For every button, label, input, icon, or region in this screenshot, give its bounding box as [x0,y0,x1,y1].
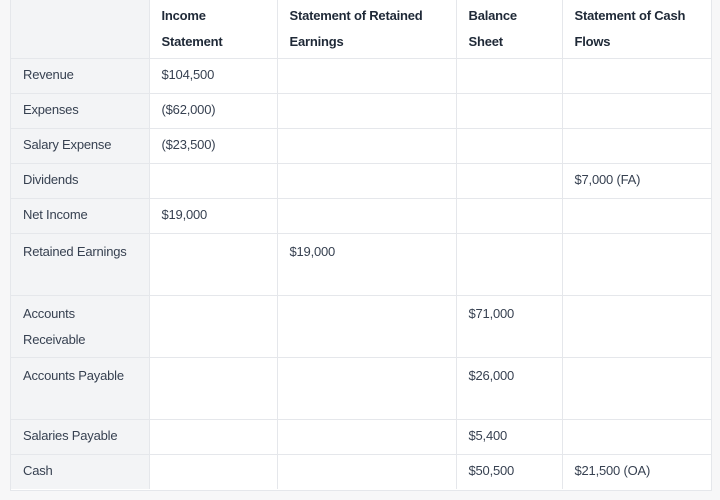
financial-statements-table-container [10,0,712,491]
table-row [11,198,711,233]
header-row [11,0,711,58]
table-cell [456,93,562,128]
row-label: Revenue [11,58,149,93]
table-cell [277,454,456,489]
table-cell [149,454,277,489]
table-row [11,93,711,128]
table-cell: $104,500 [149,58,277,93]
table-cell [456,58,562,93]
table-cell [149,357,277,419]
table-cell [149,419,277,454]
table-cell [456,198,562,233]
table-row [11,454,711,489]
header-income-statement: Income Statement [149,0,277,58]
table-cell [149,163,277,198]
row-label: Accounts Receivable [11,295,149,357]
table-row [11,128,711,163]
table-cell [562,419,711,454]
table-cell [456,163,562,198]
table-cell: $21,500 (OA) [574,462,651,478]
table-row [11,58,711,93]
table-row [11,295,711,357]
table-row [11,419,711,454]
table-cell [149,233,277,295]
table-cell [562,233,711,295]
table-cell [562,128,711,163]
table-cell: $19,000 [277,233,456,295]
table-cell: ($23,500) [149,128,277,163]
table-cell [562,357,711,419]
row-label: Dividends [11,163,149,198]
row-label: Cash [11,454,149,489]
table-row [11,357,711,419]
table-row [11,163,711,198]
table-cell: ($62,000) [149,93,277,128]
table-cell [277,295,456,357]
row-label: Salaries Payable [11,419,149,454]
row-label: Expenses [11,93,149,128]
table-cell [149,295,277,357]
table-cell [277,163,456,198]
header-retained-earnings-statement: Statement of Retained Earnings [277,0,456,58]
row-label: Net Income [11,198,149,233]
table-cell [562,58,711,93]
row-label: Accounts Payable [11,357,149,419]
table-cell: $26,000 [456,357,562,419]
table-cell: $7,000 (FA) [562,163,711,198]
table-cell [277,198,456,233]
table-cell: $71,000 [456,295,562,357]
table-cell [456,128,562,163]
table-cell: $50,500 [456,454,562,489]
row-label: Salary Expense [11,128,149,163]
table-row [11,233,711,295]
table-cell [562,295,711,357]
header-cash-flows-statement: Statement of Cash Flows [562,0,711,58]
table-cell [277,357,456,419]
table-cell: $19,000 [149,198,277,233]
table-cell [456,233,562,295]
table-cell [562,198,711,233]
row-label: Retained Earnings [11,233,149,295]
table-cell [277,128,456,163]
table-cell [562,93,711,128]
header-balance-sheet: Balance Sheet [456,0,562,58]
financial-statements-table [11,0,711,489]
table-cell [277,58,456,93]
table-cell [277,93,456,128]
table-cell: $5,400 [456,419,562,454]
header-cell-corner [11,0,149,58]
table-cell [277,419,456,454]
